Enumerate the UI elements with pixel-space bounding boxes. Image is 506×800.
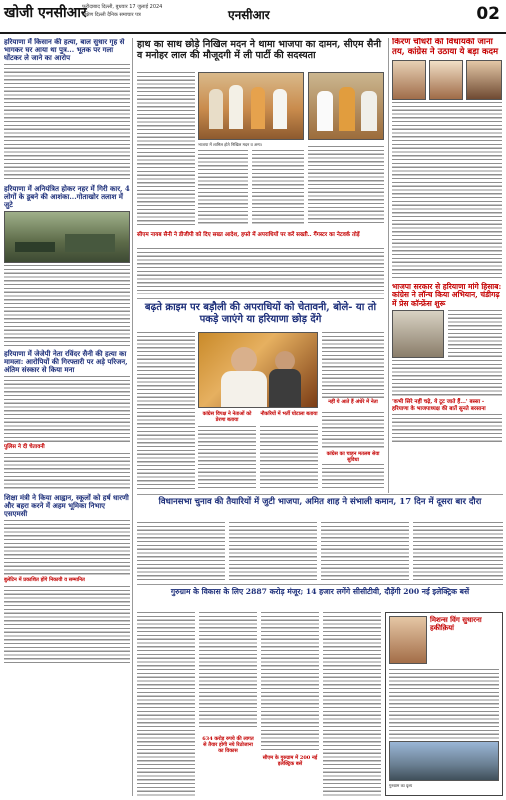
story4-body bbox=[4, 520, 130, 576]
page-number: 02 bbox=[476, 4, 500, 24]
tagline: दक्षिण दिल्ली दैनिक समाचार पत्र bbox=[82, 12, 141, 18]
pull-quote-1: कांग्रेस विपक्ष ने नेताओं को प्रेरणा बताया bbox=[202, 411, 252, 423]
story3-body bbox=[4, 376, 130, 442]
gurugram-body-4 bbox=[323, 612, 381, 796]
gurugram-pull-quote: 634 करोड़ रुपये की लागत से तैयार होगी नये रिठोजाना का विकास bbox=[199, 734, 257, 756]
story1-body bbox=[4, 64, 130, 182]
feature-body bbox=[389, 669, 499, 739]
crime-body-3 bbox=[260, 426, 318, 490]
gurugram-body-3 bbox=[261, 612, 319, 752]
gurugram-body-2 bbox=[199, 612, 257, 730]
feature-caption: गुरुग्राम का दृश्य bbox=[389, 783, 413, 788]
congress-body-side bbox=[448, 310, 502, 358]
quote-body bbox=[392, 414, 502, 444]
crime-body-4 bbox=[322, 332, 384, 398]
crime-headline: बढ़ते क्राइम पर बड़ौली की अपराधियों को चेतावनी, बोले- या तो पकड़े जाएंगे या हरियाणा छोड़ देंगे bbox=[144, 302, 377, 325]
quote-headline: 'कभी सिरे नहीं चढ़े, ये टूट जाते हैं...' बस्सा - हरियाणा के भाजपाध्यक्ष की बातें सुनते बरसाना bbox=[392, 399, 486, 412]
kiran-photo-2 bbox=[429, 60, 463, 100]
minister-photo bbox=[389, 616, 427, 664]
lead-photo-caption: भाजपा में शामिल होते निखिल मदन व अन्य। bbox=[198, 142, 263, 147]
top-divider bbox=[137, 298, 384, 299]
kiran-photo-3 bbox=[466, 60, 502, 100]
lead-headline: हाथ का साथ छोड़े निखिल मदन ने थामा भाजपा का दामन, सीएम सैनी व मनोहर लाल की मौजूदगी में ली पार्टी की सदस्यता bbox=[137, 39, 382, 61]
pull-quote-2: नौकरियों में भर्ती घोटाला बताया bbox=[260, 411, 318, 417]
lead-photo-2 bbox=[308, 72, 384, 140]
shah-body-3 bbox=[321, 522, 409, 580]
gurugram-headline: गुरुग्राम के विकास के लिए 2887 करोड़ मंजूर; 14 हजार लगेंगे सीसीटीवी, दौड़ेंगी 200 नई इलेक्ट्रिक बसें bbox=[170, 587, 470, 596]
crime-body-2 bbox=[198, 426, 256, 490]
story3-subhead: पुलिस ने दी चेतावनी bbox=[4, 444, 45, 451]
left-column bbox=[4, 38, 130, 796]
gurugram-city-photo bbox=[389, 741, 499, 781]
congress-headline: भाजपा सरकार से हरियाणा मांगे हिसाब: कांग्रेस ने लॉन्च किया अभियान, चंडीगढ़ में प्रेस कॉन्फ्रेंस शुरू bbox=[392, 281, 502, 308]
kiran-photos bbox=[392, 60, 502, 100]
story4-subhead: बुलेटिन में प्रकाशित होंगे निकायी व सम्मानित bbox=[4, 576, 85, 583]
shah-body-1 bbox=[137, 522, 225, 580]
crime-body-5 bbox=[322, 412, 384, 450]
crime-body-6 bbox=[322, 464, 384, 490]
lead-body-left bbox=[137, 72, 195, 226]
pull-quote-3: नहीं ये आते हैं अंधेरे में नेता bbox=[328, 399, 378, 405]
bottom-divider bbox=[137, 584, 503, 585]
mid-divider bbox=[137, 494, 503, 495]
left-column-rule bbox=[132, 38, 133, 796]
date-line: फरीदाबाद दिल्ली, बुधवार 17 जुलाई 2024 bbox=[82, 4, 163, 10]
story2-headline: हरियाणा में अनियंत्रित होकर नहर में गिरी कार, 4 लोगों के डूबने की आशंका...गोताखोर तलाश में जुटे bbox=[4, 184, 130, 210]
lead-body-mid bbox=[198, 150, 248, 226]
right-column bbox=[392, 38, 502, 493]
lead-photo bbox=[198, 72, 304, 140]
story2-body bbox=[4, 265, 130, 347]
congress-photo bbox=[392, 310, 444, 358]
lead-body-right bbox=[308, 146, 384, 226]
story3-body-2 bbox=[4, 453, 130, 491]
crime-body-1 bbox=[137, 332, 195, 490]
masthead bbox=[0, 0, 506, 34]
dgp-headline: सीएम नायब सैनी ने डीजीपी को दिए सख्त आदेश, हफ्ते में अपराधियों पर करें सख्ती.. गैंगस्टर का नेटवर्क तोड़ें bbox=[137, 232, 360, 238]
story4-body-2 bbox=[4, 586, 130, 666]
newspaper-name: खोजी एनसीआर bbox=[4, 5, 87, 21]
right-column-rule bbox=[388, 38, 389, 493]
right-bottom-feature bbox=[385, 612, 503, 796]
kiran-body bbox=[392, 102, 502, 280]
congress-body bbox=[392, 360, 502, 396]
dgp-body bbox=[137, 248, 384, 294]
gurugram-pull-quote-2: सीएम के गुरुग्राम में 200 नई इलेक्ट्रिक बसें bbox=[262, 755, 318, 767]
story3-headline: हरियाणा में जेजेपी नेता रविंदर सैनी की हत्या का मामला: आरोपियों की गिरफ्तारी पर अड़े परिजन, अंतिम संस्कार से किया मना bbox=[4, 349, 128, 375]
gurugram-body-1 bbox=[137, 612, 195, 796]
section-name: एनसीआर bbox=[228, 8, 270, 22]
shah-body-4 bbox=[413, 522, 503, 580]
shah-body-2 bbox=[229, 522, 317, 580]
feature-headline: मिशन्स विंग सुधारना हकीक़ियां bbox=[430, 615, 482, 633]
shah-headline: विधानसभा चुनाव की तैयारियों में जुटी भाजपा, अमित शाह ने संभाली कमान, 17 दिन में दूसरा बार दौरा bbox=[158, 497, 482, 507]
canal-photo bbox=[4, 211, 130, 263]
story1-headline: हरियाणा में किसान की हत्या, बाल सुधार गृह से भागकर घर आया था पुत्र... भूतक पर गला घोंटकर ले जाने का आरोप bbox=[4, 38, 125, 63]
story4-headline: शिक्षा मंत्री ने किया आह्वान, स्कूलों को हर्ष धारणी और बहरा करने में अहम भूमिका निभाए एसएमसी bbox=[4, 492, 129, 518]
kiran-headline: किरण चौधरी की विधायकी जाना तय, कांग्रेस ने उठाया ये बड़ा कदम bbox=[392, 38, 499, 57]
lead-body-mid2 bbox=[252, 150, 304, 226]
kiran-photo-1 bbox=[392, 60, 426, 100]
pull-quote-4: कांग्रेस का चाहन मतलब सेवा सुविधा bbox=[326, 451, 380, 463]
barauli-photo bbox=[198, 332, 318, 408]
